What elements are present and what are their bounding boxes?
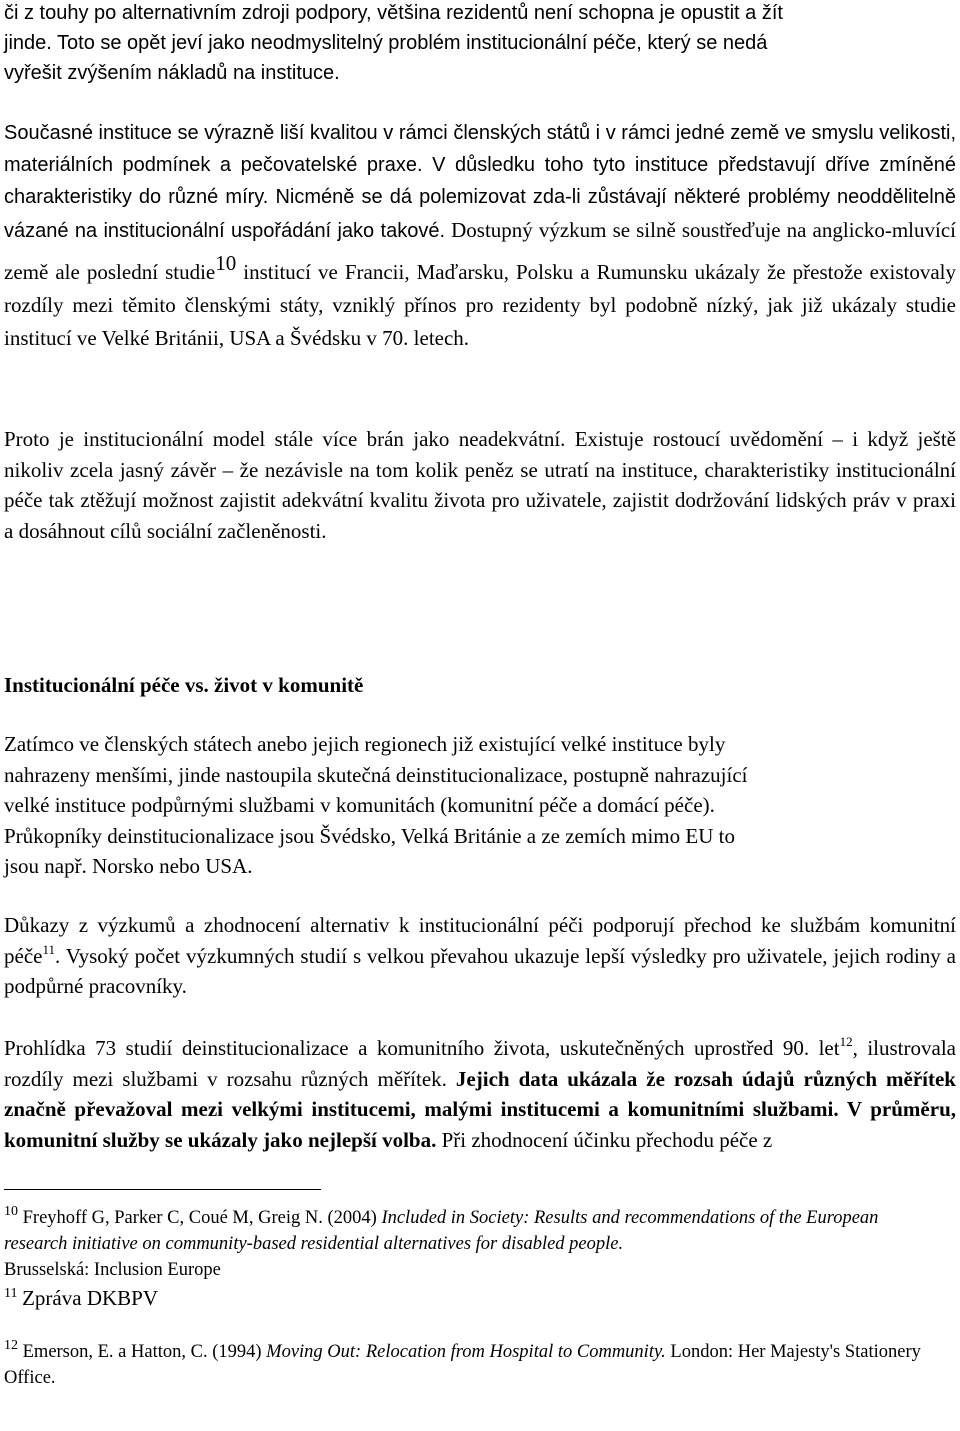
footnote-number: 12: [4, 1338, 18, 1353]
footnote-12: [4, 1339, 934, 1391]
footnote-authors: Emerson, E. a Hatton, C. (1994): [22, 1342, 267, 1362]
paragraph-text: Důkazy z výzkumů a zhodnocení alternativ k institucionální péči podporují přechod ke službám komunitní péče: [4, 913, 956, 968]
paragraph-text: Současné instituce se výrazně liší kvalitou v rámci členských států i v rámci jedné země ve smyslu velikosti, materiálních podmínek a pečovatelské praxe. V důsledku toho tyto instituce představují dříve zmíněné charakteristiky do různé míry. Nicméně se dá polemizovat zda-li zůstávají některé problémy neoddělitelně vázané na institucionální uspořádání jako takové.: [4, 122, 956, 242]
text-line: vyřešit zvýšením nákladů na instituce.: [4, 62, 340, 84]
footnote-ref: 11: [42, 941, 55, 957]
paragraph-deinstitutionalization: [4, 729, 956, 882]
text-line: jinde. Toto se opět jeví jako neodmyslitelný problém institucionální péče, který se nedá: [4, 32, 768, 54]
paragraph-inadequate-model: Proto je institucionální model stále více brán jako neadekvátní. Existuje rostoucí uvědomění – i když ještě nikoliv zcela jasný závěr – že nezávisle na tom kolik peněz se utratí na instituce, charakteristiky institucionální péče tak ztěžují možnost zajistit adekvátní kvalitu života pro uživatele, zajistit dodržování lidských práv v praxi a dosáhnout cílů sociální začleněnosti.: [4, 427, 956, 543]
section-heading: Institucionální péče vs. život v komunitě: [4, 673, 364, 697]
paragraph-text: Při zhodnocení účinku přechodu péče z: [436, 1127, 773, 1152]
footnote-authors: Freyhoff G, Parker C, Coué M, Greig N. (2004): [22, 1208, 382, 1228]
text-line: jsou např. Norsko nebo USA.: [4, 854, 253, 878]
footnotes: [4, 1205, 956, 1391]
text-line: Zatímco ve členských státech anebo jejich regionech již existující velké instituce byly: [4, 732, 726, 756]
footnote-title: Moving Out: Relocation from Hospital to Community.: [266, 1342, 666, 1362]
paragraph-continuation: [4, 0, 956, 88]
footnote-text: Zpráva DKBPV: [22, 1286, 159, 1310]
paragraph-text: institucí ve Francii, Maďarsku, Polsku a Rumunsku ukázaly že přestože existovaly rozdíly mezi těmito členskými státy, vzniklý přínos pro rezidenty byl podobně nízký, jak již ukázaly studie institucí ve Velké Británii, USA a Švédsku v 70. letech.: [4, 259, 956, 351]
footnote-11: [4, 1285, 956, 1313]
paragraph-review: [4, 1033, 956, 1155]
footnote-separator: [4, 1189, 321, 1190]
paragraph-evidence: [4, 910, 956, 1002]
paragraph-text: Prohlídka 73 studií deinstitucionalizace a komunitního života, uskutečněných uprostřed 90. let: [4, 1036, 840, 1060]
text-line: či z touhy po alternativním zdroji podpory, většina rezidentů není schopna je opustit a žít: [4, 2, 783, 24]
paragraph-text: Dostupný výzkum se silně soustřeďuje na anglicko-mluvící země ale poslední studie: [4, 217, 957, 284]
footnote-10: [4, 1205, 939, 1283]
footnote-publisher: Brusselská: Inclusion Europe: [4, 1260, 221, 1280]
footnote-ref: 12: [839, 1034, 853, 1049]
paragraph-bold-text: Jejich data ukázala že rozsah údajů různých měřítek značně převažoval mezi velkými institucemi, malými institucemi a komunitními službami. V průměru, komunitní služby se ukázaly jako nejlepší volba.: [4, 1066, 956, 1152]
footnote-number: 10: [4, 1204, 18, 1219]
text-line: Průkopníky deinstitucionalizace jsou Švédsko, Velká Británie a ze zemích mimo EU to: [4, 823, 735, 848]
footnote-title: Included in Society: Results and recommendations of the European research initiative on community-based residential alternatives for disabled people.: [4, 1208, 879, 1254]
footnote-ref: 10: [215, 250, 237, 275]
text-line: nahrazeny menšími, jinde nastoupila skutečná deinstitucionalizace, postupně nahrazující: [4, 762, 748, 787]
footnote-publisher: London: Her Majesty's Stationery Office.: [4, 1342, 921, 1388]
footnote-number: 11: [4, 1286, 18, 1301]
paragraph-text: . Vysoký počet výzkumných studií s velkou převahou ukazuje lepší výsledky pro uživatele, jejich rodiny a podpůrné pracovníky.: [4, 943, 956, 998]
text-line: velké instituce podpůrnými službami v komunitách (komunitní péče a domácí péče).: [4, 793, 715, 817]
paragraph-institutions: [4, 118, 956, 356]
paragraph-text: , ilustrovala rozdíly mezi službami v rozsahu různých měřítek.: [4, 1036, 956, 1091]
